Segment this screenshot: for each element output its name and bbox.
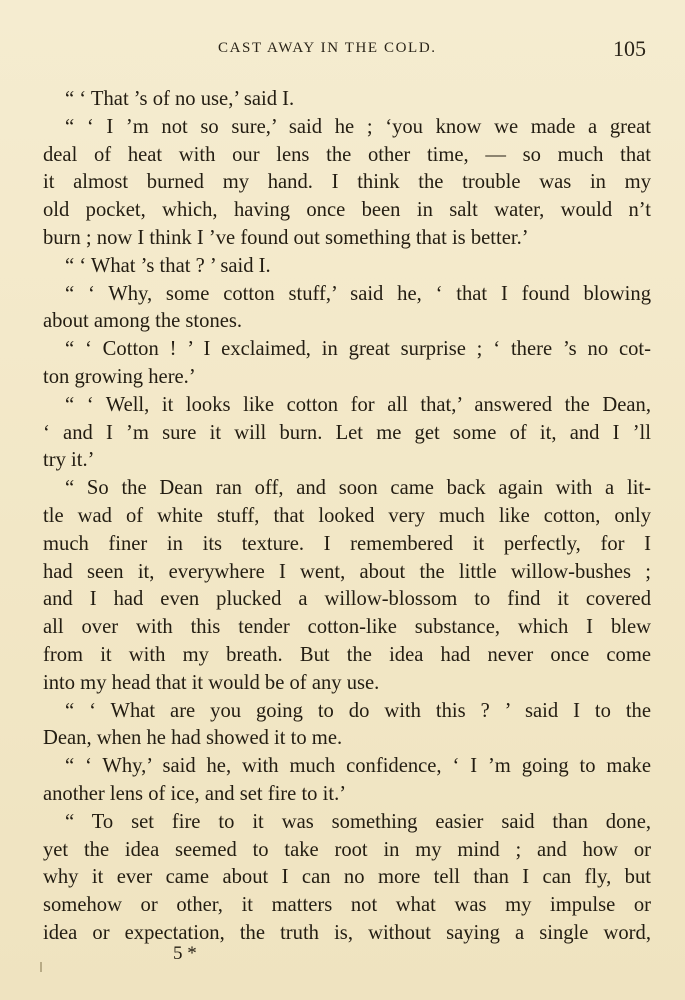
text-line: into my head that it would be of any use. — [43, 671, 380, 694]
text-line: “ So the Dean ran off, and soon came back again with a lit- — [65, 477, 651, 500]
text-line: “ To set fire to it was something easier said than done, — [65, 810, 651, 833]
text-line: somehow or other, it matters not what was my impulse or — [43, 894, 651, 917]
text-line: “ ‘ What are you going to do with this ? ’ said I to the — [65, 699, 651, 722]
page-number: 105 — [613, 36, 646, 61]
text-line: why it ever came about I can no more tell than I can fly, but — [43, 866, 651, 889]
text-line: it almost burned my hand. I think the trouble was in my — [43, 171, 651, 194]
text-line: “ ‘ Why,’ said he, with much confidence, ‘ I ’m going to make — [65, 755, 651, 778]
body-text — [43, 86, 651, 948]
signature-mark: 5 * — [173, 943, 197, 964]
text-line: burn ; now I think I ’ve found out something that is better.’ — [43, 226, 529, 249]
text-line: deal of heat with our lens the other time, — so much that — [43, 143, 651, 166]
text-line: from it with my breath. But the idea had never once come — [43, 643, 651, 666]
text-line: ‘ and I ’m sure it will burn. Let me get some of it, and I ’ll — [43, 421, 651, 444]
text-line: old pocket, which, having once been in salt water, would n’t — [43, 199, 651, 222]
text-line: had seen it, everywhere I went, about the little willow-bushes ; — [43, 560, 651, 583]
text-line: about among the stones. — [43, 310, 243, 333]
text-line: “ ‘ Cotton ! ’ I exclaimed, in great surprise ; ‘ there ’s no cot- — [65, 338, 651, 361]
text-line: “ ‘ That ’s of no use,’ said I. — [65, 88, 295, 110]
margin-mark — [40, 962, 42, 972]
text-line: and I had even plucked a willow-blossom to find it covered — [43, 588, 651, 611]
text-line: tle wad of white stuff, that looked very much like cotton, only — [43, 504, 651, 527]
text-line: much finer in its texture. I remembered it perfectly, for I — [43, 532, 651, 555]
text-line: “ ‘ What ’s that ? ’ said I. — [65, 254, 271, 277]
text-line: ton growing here.’ — [43, 365, 196, 388]
page-header — [0, 38, 685, 68]
running-title: CAST AWAY IN THE COLD. — [218, 40, 437, 56]
text-line: yet the idea seemed to take root in my mind ; and how or — [43, 838, 651, 861]
text-line: “ ‘ Why, some cotton stuff,’ said he, ‘ that I found blowing — [65, 282, 651, 305]
text-line: another lens of ice, and set fire to it.’ — [43, 782, 347, 805]
text-line: “ ‘ Well, it looks like cotton for all that,’ answered the Dean, — [65, 393, 651, 416]
text-line: “ ‘ I ’m not so sure,’ said he ; ‘you know we made a great — [65, 115, 651, 138]
text-line: try it.’ — [43, 449, 95, 472]
text-line: Dean, when he had showed it to me. — [43, 727, 343, 750]
text-line: idea or expectation, the truth is, without saying a single word, — [43, 921, 651, 944]
text-line: all over with this tender cotton-like substance, which I blew — [43, 616, 651, 639]
